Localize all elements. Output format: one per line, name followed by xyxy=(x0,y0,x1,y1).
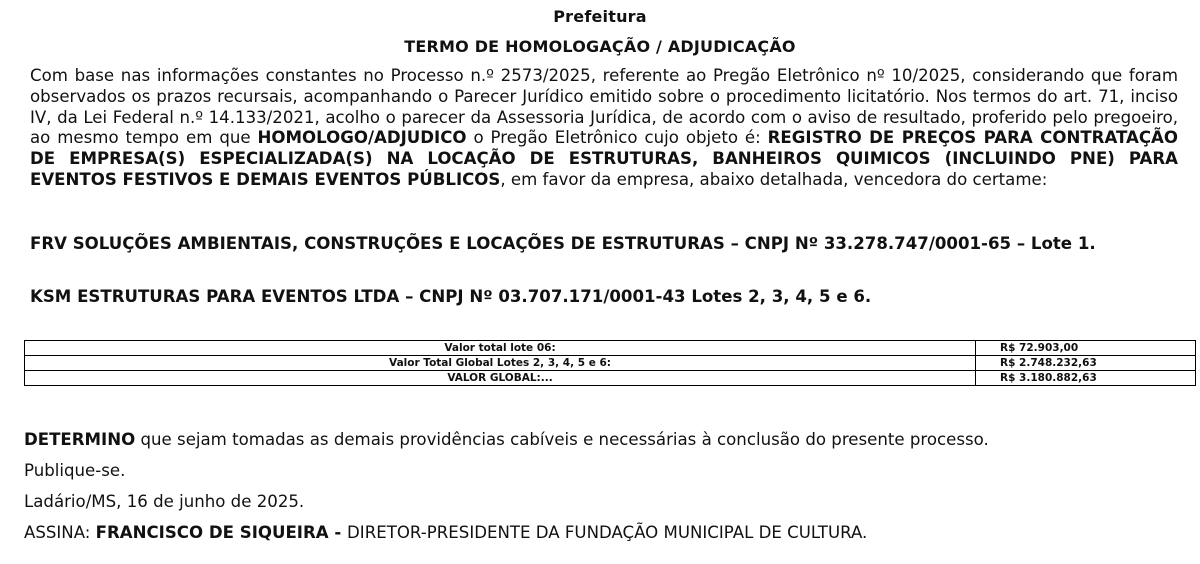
winner-company-1: FRV SOLUÇÕES AMBIENTAIS, CONSTRUÇÕES E LOCAÇÕES DE ESTRUTURAS – CNPJ Nº 33.278.747/0001-65 – Lote 1. xyxy=(30,234,1096,253)
winner-company-2: KSM ESTRUTURAS PARA EVENTOS LTDA – CNPJ Nº 03.707.171/0001-43 Lotes 2, 3, 4, 5 e 6. xyxy=(30,287,872,306)
signer-name: FRANCISCO DE SIQUEIRA - xyxy=(95,523,348,542)
place-date-line: Ladário/MS, 16 de junho de 2025. xyxy=(24,492,305,511)
table-row xyxy=(25,341,1196,356)
determino-line xyxy=(24,430,1200,449)
value-amount: R$ 72.903,00 xyxy=(976,341,1196,356)
table-row xyxy=(25,356,1196,371)
paragraph-text-3: , em favor da empresa, abaixo detalhada, vencedora do certame: xyxy=(500,169,1048,189)
assina-prefix: ASSINA: xyxy=(24,523,96,542)
document-title: TERMO DE HOMOLOGAÇÃO / ADJUDICAÇÃO xyxy=(404,37,796,56)
value-amount: R$ 2.748.232,63 xyxy=(976,356,1196,371)
homologation-paragraph xyxy=(30,66,1178,191)
value-label: Valor Total Global Lotes 2, 3, 4, 5 e 6: xyxy=(25,356,976,371)
document-org: Prefeitura xyxy=(553,7,647,26)
signature-line xyxy=(24,523,1200,542)
values-table xyxy=(24,340,1196,386)
determino-keyword: DETERMINO xyxy=(24,430,136,449)
homologo-adjudico-text: HOMOLOGO/ADJUDICO xyxy=(257,128,467,148)
paragraph-text-1: Com base nas informações constantes no Processo n.º 2573/2025, referente ao Pregão Eletrônico nº 10/2025, considerando que foram observados os prazos recursais, acompanhando o Parecer Jurídico emitido sobre o procedimento licitatório. Nos termos do art. 71, inciso IV, da Lei Federal n.º 14.133/2021, acolho o parecer da Assessoria Jurídica, de acordo com o aviso de resultado, proferido pelo pregoeiro, ao mesmo tempo em que xyxy=(30,66,1178,148)
value-label: Valor total lote 06: xyxy=(25,341,976,356)
signer-role: DIRETOR-PRESIDENTE DA FUNDAÇÃO MUNICIPAL DE CULTURA. xyxy=(347,523,868,542)
publique-line: Publique-se. xyxy=(24,461,126,480)
table-row xyxy=(25,371,1196,386)
paragraph-text-2: o Pregão Eletrônico cujo objeto é: xyxy=(466,128,768,148)
determino-text: que sejam tomadas as demais providências cabíveis e necessárias à conclusão do presente processo. xyxy=(135,430,989,449)
object-description: REGISTRO DE PREÇOS PARA CONTRATAÇÃO DE EMPRESA(S) ESPECIALIZADA(S) NA LOCAÇÃO DE ESTRUTURAS, BANHEIROS QUIMICOS (INCLUINDO PNE) PARA EVENTOS FESTIVOS E DEMAIS EVENTOS PÚBLICOS xyxy=(30,128,1179,189)
value-label: VALOR GLOBAL:... xyxy=(25,371,976,386)
value-amount: R$ 3.180.882,63 xyxy=(976,371,1196,386)
